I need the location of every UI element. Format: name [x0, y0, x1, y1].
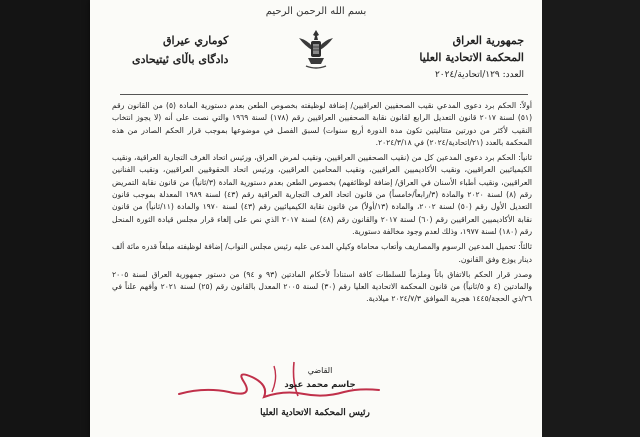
paragraph-closing: وصدر قرار الحكم بالاتفاق باتاً وملزماً للسلطات كافة استناداً لأحكام المادتين (٩٣ و ٩٤) من دستور جمهورية العراق لسنة ٢٠٠٥ والمادتين (٤ و ٥/ثانياً) من قانون المحكمة الاتحادية العليا رقم (٣٠) لسنة ٢٠٠٥ المعدل بالقانون رقم (٢٥) لسنة ٢٠٢١ وأفهم علناً في ٢٦/ذي الحجة/١٤٤٥ هجرية الموافق ٢٠٢٤/٧/٣ ميلادية.: [112, 269, 532, 304]
header-divider: [120, 94, 528, 95]
paragraph-second: ثانياً: الحكم برد دعوى المدعين كل من (نقيب الصحفيين العراقيين، ونقيب لمرض العراق، ورئيس اتحاد الغرف التجارية العراقية، ونقيب الكيميائيين العراقيين، ونقيب الأكاديميين العراقيين، ونقيب المحامين العراقيين، ورئيس اتحاد الحقوقيين العراقيين، ونقيب الفنانين العراقيين، ونقيب أطباء الأسنان في العراق/ إضافة لوظائفهم) بخصوص الطعن بعدم دستورية المادة (٣/ثانياً) من قانون نقابة التمريض رقم (٨) لسنة ٢٠٢٠ والمادة (٣/رابعاً/خامساً) من قانون اتحاد الغرف التجارية العراقية رقم (٤٣) لسنة ١٩٨٩ المعدلة بموجب قانون التعديل الأول رقم (٥٠) لسنة ٢٠٠٢، والمادة (١٣/أولاً) من قانون نقابة الكيميائيين رقم (٤٣) لسنة ١٩٧٠ والمادة (١١/ثانياً) من قانون نقابة الأكاديميين العراقيين رقم (٦٠) لسنة ٢٠١٧ والقانون رقم (٤٨) لسنة ٢٠١٧ الذي نص على إلغاء قرار مجلس قيادة الثورة المنحل رقم (١٨٠) لسنة ١٩٧٧، وذلك لعدم وجود مخالفة دستورية.: [112, 153, 533, 236]
paragraph-first: أولاً: الحكم برد دعوى المدعي نقيب الصحفيين العراقيين/ إضافة لوظيفته بخصوص الطعن بعدم دستورية المادة (٥) من القانون رقم (٥١) لسنة ٢٠١٧ قانون التعديل الرابع لقانون نقابة الصحفيين العراقيين رقم (١٧٨) لسنة ١٩٦٩ والتي نصت على أنه (لا يجوز انتخاب النقيب لأكثر من دورتين متتاليتين تكون مدة الدورة أربع سنوات) لسبق الفصل في موضوعها بموجب قرار الحكم الصادر من هذه المحكمة بالعدد (٢١/اتحادية/٢٠٢٤) في ٢٠٢٤/٣/١٨.: [112, 101, 533, 147]
signature-title: القاضي: [307, 366, 333, 375]
ruling-text: [112, 100, 532, 309]
signature-role: رئيس المحكمة الاتحادية العليا: [260, 408, 370, 418]
country-name: جمهورية العراق: [452, 34, 524, 47]
paragraph-third: ثالثاً: تحميل المدعين الرسوم والمصاريف وأتعاب محاماة وكيلي المدعى عليه رئيس مجلس النواب/ إضافة لوظيفته مبلغاً قدره مائة ألف دينار يوزع وفق القانون.: [112, 242, 532, 264]
signature-name: جاسم محمد عبود: [284, 380, 356, 390]
document-number: العدد: ١٢٩/اتحادية/٢٠٢٤: [434, 70, 524, 80]
country-name-kurdish: كوماري عيراق: [162, 34, 229, 47]
court-name: المحكمة الاتحادية العليا: [419, 51, 524, 64]
court-header-arabic: [419, 34, 524, 80]
court-name-kurdish: دادگای باڵای ئیتیحادی: [132, 53, 229, 66]
document-page: [90, 0, 542, 437]
signature-block: [174, 352, 394, 432]
basmala: بسم الله الرحمن الرحيم: [265, 6, 367, 17]
iraq-eagle-emblem-icon: [293, 26, 339, 72]
background-margin: [542, 0, 640, 437]
court-header-kurdish: [132, 34, 228, 66]
